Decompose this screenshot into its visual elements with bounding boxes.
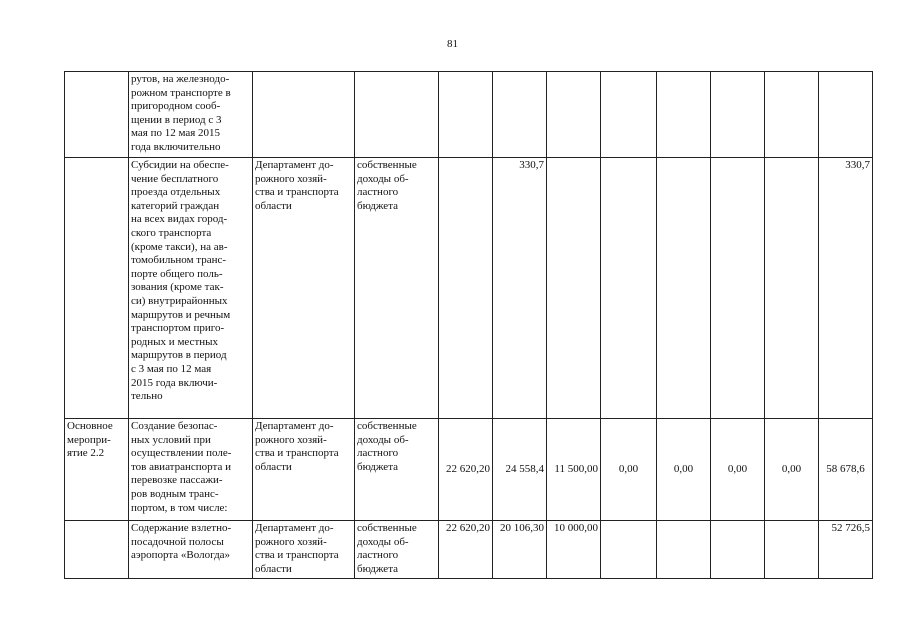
cell-2015: 20 106,30 bbox=[493, 521, 547, 579]
cell-description: Создание безопас- ных условий при осуществлении поле- тов авиатранспорта и перевозке пассажи- ров водным транс- портом, в том числе: bbox=[129, 419, 253, 521]
cell-2020: 0,00 bbox=[765, 419, 819, 521]
cell-2015: 330,7 bbox=[493, 158, 547, 419]
cell-total: 330,7 bbox=[819, 158, 873, 419]
table-row bbox=[65, 158, 873, 419]
cell-source: собственные доходы об- ластного бюджета bbox=[355, 158, 439, 419]
cell-2018 bbox=[657, 521, 711, 579]
cell-2015 bbox=[493, 72, 547, 158]
cell-executor bbox=[253, 72, 355, 158]
page-number: 81 bbox=[447, 38, 458, 50]
table-row bbox=[65, 419, 873, 521]
cell-2014: 22 620,20 bbox=[439, 419, 493, 521]
cell-code bbox=[65, 72, 129, 158]
table-row bbox=[65, 72, 873, 158]
table-row bbox=[65, 521, 873, 579]
cell-2018 bbox=[657, 72, 711, 158]
cell-description: Субсидии на обеспе- чение бесплатного проезда отдельных категорий граждан на всех видах город- ского транспорта (кроме такси), на ав- томобильном транс- порте общего поль- зования (кроме так- си) внутрирайонных маршрутов и речным транспортом приго- родных и местных маршрутов в период с 3 мая по 12 мая 2015 года включи- тельно bbox=[129, 158, 253, 419]
cell-2020 bbox=[765, 158, 819, 419]
cell-2017 bbox=[601, 72, 657, 158]
cell-2016 bbox=[547, 158, 601, 419]
cell-2020 bbox=[765, 72, 819, 158]
cell-2019: 0,00 bbox=[711, 419, 765, 521]
cell-code bbox=[65, 521, 129, 579]
cell-2016 bbox=[547, 72, 601, 158]
cell-2017 bbox=[601, 521, 657, 579]
cell-source bbox=[355, 72, 439, 158]
cell-2016: 10 000,00 bbox=[547, 521, 601, 579]
cell-source: собственные доходы об- ластного бюджета bbox=[355, 521, 439, 579]
cell-total bbox=[819, 72, 873, 158]
cell-2014 bbox=[439, 72, 493, 158]
cell-2018 bbox=[657, 158, 711, 419]
cell-code bbox=[65, 158, 129, 419]
cell-2017: 0,00 bbox=[601, 419, 657, 521]
cell-source: собственные доходы об- ластного бюджета bbox=[355, 419, 439, 521]
cell-description: Содержание взлетно- посадочной полосы аэропорта «Вологда» bbox=[129, 521, 253, 579]
budget-table bbox=[64, 71, 873, 579]
cell-2019 bbox=[711, 158, 765, 419]
cell-2018: 0,00 bbox=[657, 419, 711, 521]
cell-description: рутов, на железнодо- рожном транспорте в пригородном сооб- щении в период с 3 мая по 12 мая 2015 года включительно bbox=[129, 72, 253, 158]
cell-2020 bbox=[765, 521, 819, 579]
cell-2019 bbox=[711, 72, 765, 158]
cell-executor: Департамент до- рожного хозяй- ства и транспорта области bbox=[253, 419, 355, 521]
cell-code: Основное меропри- ятие 2.2 bbox=[65, 419, 129, 521]
cell-total: 52 726,5 bbox=[819, 521, 873, 579]
cell-2014: 22 620,20 bbox=[439, 521, 493, 579]
cell-total: 58 678,6 bbox=[819, 419, 873, 521]
cell-executor: Департамент до- рожного хозяй- ства и транспорта области bbox=[253, 158, 355, 419]
cell-executor: Департамент до- рожного хозяй- ства и транспорта области bbox=[253, 521, 355, 579]
cell-2016: 11 500,00 bbox=[547, 419, 601, 521]
cell-2014 bbox=[439, 158, 493, 419]
cell-2019 bbox=[711, 521, 765, 579]
cell-2015: 24 558,4 bbox=[493, 419, 547, 521]
cell-2017 bbox=[601, 158, 657, 419]
